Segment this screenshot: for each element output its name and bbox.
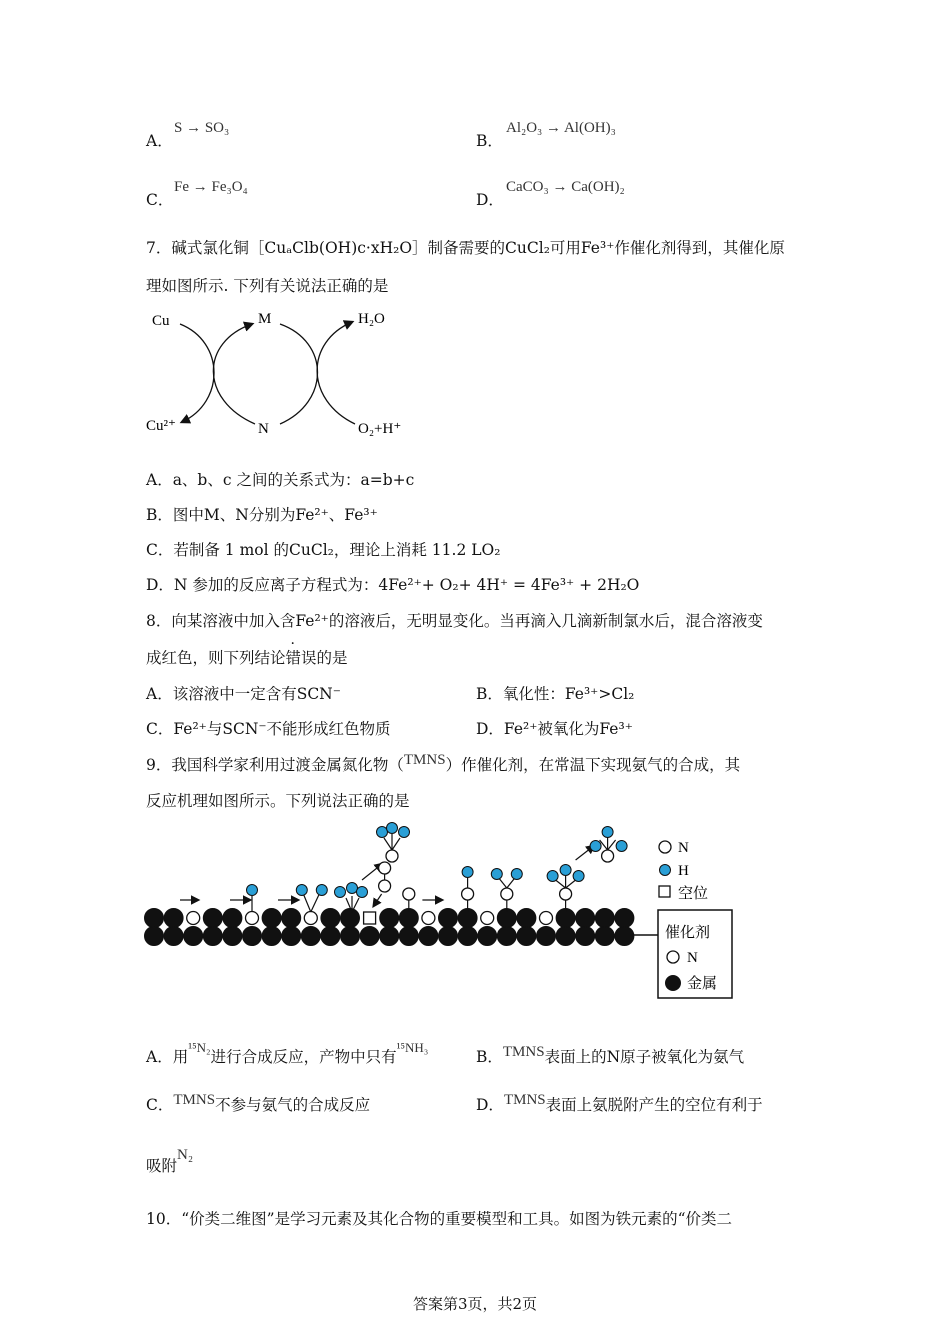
q9-opt-d-n2: N₂ bbox=[177, 1147, 194, 1163]
metal-atom bbox=[517, 927, 536, 946]
h-atom bbox=[573, 871, 584, 882]
q8-line2-post: 的是 bbox=[316, 649, 348, 667]
metal-atom bbox=[164, 909, 183, 928]
metal-atom bbox=[380, 927, 399, 946]
metal-atom bbox=[203, 909, 222, 928]
metal-atom bbox=[301, 927, 320, 946]
legend-n-icon bbox=[659, 841, 671, 853]
q9-opt-c-post: 不参与氨气的合成反应 bbox=[215, 1096, 371, 1114]
metal-atom bbox=[399, 927, 418, 946]
adsorbed-n bbox=[560, 888, 572, 900]
metal-atom bbox=[360, 927, 379, 946]
q7-option-b: B．图中M、N分别为Fe²⁺、Fe³⁺ bbox=[146, 506, 378, 524]
q9-line1-pre: 9．我国科学家利用过渡金属氮化物（ bbox=[146, 756, 404, 774]
bond bbox=[304, 895, 311, 912]
q6-option-c-label: C． bbox=[146, 191, 174, 209]
surface-n-atom bbox=[187, 912, 200, 925]
q9-opt-a-nh3: ¹⁵NH₃ bbox=[396, 1040, 429, 1055]
q8-option-c: C．Fe²⁺与SCN⁻不能形成红色物质 bbox=[146, 720, 391, 738]
legend-metal-icon bbox=[665, 975, 681, 991]
metal-atom bbox=[341, 927, 360, 946]
legend-h-icon bbox=[660, 865, 671, 876]
metal-atom bbox=[380, 909, 399, 928]
q10-stem-line1: 10．“价类二维图”是学习元素及其化合物的重要模型和工具。如图为铁元素的“价类二 bbox=[146, 1210, 732, 1228]
q9-option-c bbox=[146, 1092, 371, 1114]
q8-line2-pre: 成红色，则下列结论 bbox=[146, 649, 286, 667]
bond bbox=[566, 880, 576, 888]
metal-atom bbox=[282, 909, 301, 928]
h-atom bbox=[347, 883, 358, 894]
q9-stem-line1 bbox=[146, 752, 741, 774]
q6-option-d-label: D． bbox=[476, 191, 504, 209]
q6-option-b-label: B． bbox=[476, 132, 503, 150]
q9-opt-b-pre: B． bbox=[476, 1048, 503, 1066]
q6-option-d-formula: CaCO₃ → Ca(OH)₂ bbox=[506, 179, 625, 195]
metal-atom bbox=[419, 927, 438, 946]
q9-opt-a-n2: ¹⁵N₂ bbox=[188, 1040, 211, 1055]
q7-stem-line2: 理如图所示. 下列有关说法正确的是 bbox=[146, 277, 389, 295]
h-atom bbox=[491, 869, 502, 880]
legend-cat-n: N bbox=[687, 950, 698, 966]
h-atom bbox=[316, 885, 327, 896]
h-atom bbox=[247, 885, 258, 896]
surface-n-atom bbox=[540, 912, 553, 925]
arc-n-to-m bbox=[213, 324, 255, 424]
diagram-h2o: H₂O bbox=[358, 311, 385, 327]
legend-catalyst: 催化剂 bbox=[665, 925, 711, 941]
surface-vacancy bbox=[364, 912, 376, 924]
q9-opt-a-pre: A．用 bbox=[146, 1048, 189, 1066]
n2-atom bbox=[379, 862, 391, 874]
page-footer: 答案第3页，共2页 bbox=[412, 1295, 538, 1313]
q6-option-b-formula: Al₂O₃ → Al(OH)₃ bbox=[506, 120, 616, 136]
metal-atom bbox=[223, 909, 242, 928]
q9-opt-d-line2-text: 吸附 bbox=[146, 1157, 178, 1175]
bond bbox=[499, 878, 507, 888]
q9-option-b bbox=[476, 1044, 745, 1066]
q8-stem-line2 bbox=[146, 651, 348, 667]
diagram-m: M bbox=[258, 311, 272, 327]
h-atom bbox=[511, 869, 522, 880]
metal-atom bbox=[478, 927, 497, 946]
h-atom bbox=[377, 827, 388, 838]
metal-atom bbox=[145, 909, 164, 928]
q9-option-a bbox=[146, 1040, 429, 1066]
metal-atom bbox=[145, 927, 164, 946]
diagram-cu: Cu bbox=[152, 313, 170, 329]
q9-stem-line2: 反应机理如图所示。下列说法正确的是 bbox=[146, 792, 410, 810]
metal-atom bbox=[595, 927, 614, 946]
metal-atom bbox=[164, 927, 183, 946]
q8-option-b: B．氧化性：Fe³⁺>Cl₂ bbox=[476, 685, 635, 703]
q9-opt-a-mid: 进行合成反应，产物中只有 bbox=[210, 1048, 397, 1066]
metal-atom bbox=[556, 927, 575, 946]
q9-opt-b-post: 表面上的N原子被氧化为氨气 bbox=[544, 1048, 745, 1066]
arc-cu-to-cu2 bbox=[180, 324, 214, 422]
q9-opt-b-tmns: TMNS bbox=[502, 1044, 545, 1060]
legend-h: H bbox=[678, 863, 689, 879]
h-atom bbox=[602, 827, 613, 838]
legend-metal: 金属 bbox=[687, 976, 718, 992]
q8-stem-line1: 8．向某溶液中加入含Fe²⁺的溶液后，无明显变化。当再滴入几滴新制氯水后，混合溶液变 bbox=[146, 612, 763, 630]
surface-n-atom bbox=[422, 912, 435, 925]
metal-atom bbox=[262, 927, 281, 946]
metal-atom bbox=[341, 909, 360, 928]
q9-mechanism-diagram bbox=[140, 820, 740, 1004]
q9-option-d bbox=[476, 1092, 763, 1114]
metal-atom bbox=[439, 927, 458, 946]
arc-m-side bbox=[280, 324, 318, 424]
diagram-o2-h: O₂+H⁺ bbox=[358, 421, 402, 437]
h-atom bbox=[387, 823, 398, 834]
q7-catalysis-diagram bbox=[140, 302, 420, 442]
metal-atom bbox=[576, 909, 595, 928]
metal-atom bbox=[439, 909, 458, 928]
q9-opt-d-pre: D． bbox=[476, 1096, 504, 1114]
adsorbed-n bbox=[501, 888, 513, 900]
q6-option-a-formula: S → SO₃ bbox=[174, 120, 230, 136]
q6-option-a-label: A． bbox=[146, 132, 173, 150]
metal-atom bbox=[595, 909, 614, 928]
h-atom bbox=[296, 885, 307, 896]
metal-atom bbox=[458, 927, 477, 946]
metal-atom bbox=[517, 909, 536, 928]
metal-atom bbox=[615, 927, 634, 946]
q7-option-d: D．N 参加的反应离子方程式为：4Fe²⁺+ O₂+ 4H⁺ = 4Fe³⁺ + 2H₂O bbox=[146, 576, 640, 594]
h-atom bbox=[462, 867, 473, 878]
metal-atom bbox=[282, 927, 301, 946]
h-atom bbox=[590, 841, 601, 852]
adsorb-arrow bbox=[374, 894, 382, 906]
h-atom bbox=[616, 841, 627, 852]
bond bbox=[311, 895, 319, 912]
metal-atom bbox=[537, 927, 556, 946]
catalyst-surface bbox=[145, 909, 634, 946]
q6-option-c-formula: Fe → Fe₃O₄ bbox=[174, 179, 248, 195]
h-atom bbox=[357, 887, 368, 898]
q7-option-a: A．a、b、c 之间的关系式为：a=b+c bbox=[146, 471, 415, 489]
adsorbed-n bbox=[403, 888, 415, 900]
metal-atom bbox=[203, 927, 222, 946]
bond bbox=[392, 838, 400, 850]
h-atom bbox=[399, 827, 410, 838]
metal-atom bbox=[184, 927, 203, 946]
q9-opt-c-tmns: TMNS bbox=[173, 1092, 216, 1108]
q8-emphasis-word: 错误 bbox=[285, 649, 317, 667]
q9-opt-d-post: 表面上氨脱附产生的空位有利于 bbox=[545, 1096, 763, 1114]
legend-cat-n-icon bbox=[667, 951, 679, 963]
metal-atom bbox=[321, 909, 340, 928]
surface-n-atom bbox=[481, 912, 494, 925]
metal-atom bbox=[321, 927, 340, 946]
desorbed-n bbox=[386, 850, 398, 862]
legend-vacancy: 空位 bbox=[678, 886, 709, 902]
surface-n-atom bbox=[304, 912, 317, 925]
h-atom bbox=[547, 871, 558, 882]
q7-option-c: C．若制备 1 mol 的CuCl₂，理论上消耗 11.2 LO₂ bbox=[146, 541, 501, 559]
q9-option-d-line2 bbox=[146, 1147, 194, 1175]
arc-o2-to-h2o bbox=[317, 322, 355, 424]
diagram-cu2plus: Cu²⁺ bbox=[146, 418, 176, 434]
q9-opt-d-tmns: TMNS bbox=[503, 1092, 546, 1108]
legend-vacancy-icon bbox=[659, 886, 670, 897]
q9-line1-post: ）作催化剂，在常温下实现氨气的合成，其 bbox=[445, 756, 741, 774]
metal-atom bbox=[243, 927, 262, 946]
adsorbed-n bbox=[462, 888, 474, 900]
q9-tmns: TMNS bbox=[403, 752, 446, 768]
n2-atom bbox=[379, 880, 391, 892]
metal-atom bbox=[497, 927, 516, 946]
h-atom bbox=[335, 887, 346, 898]
q7-stem-line1: 7．碱式氯化铜［CuₐClb(OH)c·xH₂O］制备需要的CuCl₂可用Fe³⁺作催化剂得到，其催化原 bbox=[146, 239, 785, 257]
q9-opt-c-pre: C． bbox=[146, 1096, 174, 1114]
surface-species bbox=[180, 823, 627, 913]
bond bbox=[507, 878, 515, 888]
metal-atom bbox=[223, 927, 242, 946]
surface-n-atom bbox=[246, 912, 259, 925]
q8-option-a: A．该溶液中一定含有SCN⁻ bbox=[146, 685, 341, 703]
diagram-n: N bbox=[258, 421, 269, 437]
q8-option-d: D．Fe²⁺被氧化为Fe³⁺ bbox=[476, 720, 633, 738]
bond bbox=[608, 840, 616, 850]
h-atom bbox=[560, 865, 571, 876]
bond bbox=[384, 838, 392, 850]
metal-atom bbox=[615, 909, 634, 928]
metal-atom bbox=[576, 927, 595, 946]
desorbed-n bbox=[602, 850, 614, 862]
bond bbox=[556, 880, 566, 888]
legend-n: N bbox=[678, 840, 689, 856]
metal-atom bbox=[262, 909, 281, 928]
